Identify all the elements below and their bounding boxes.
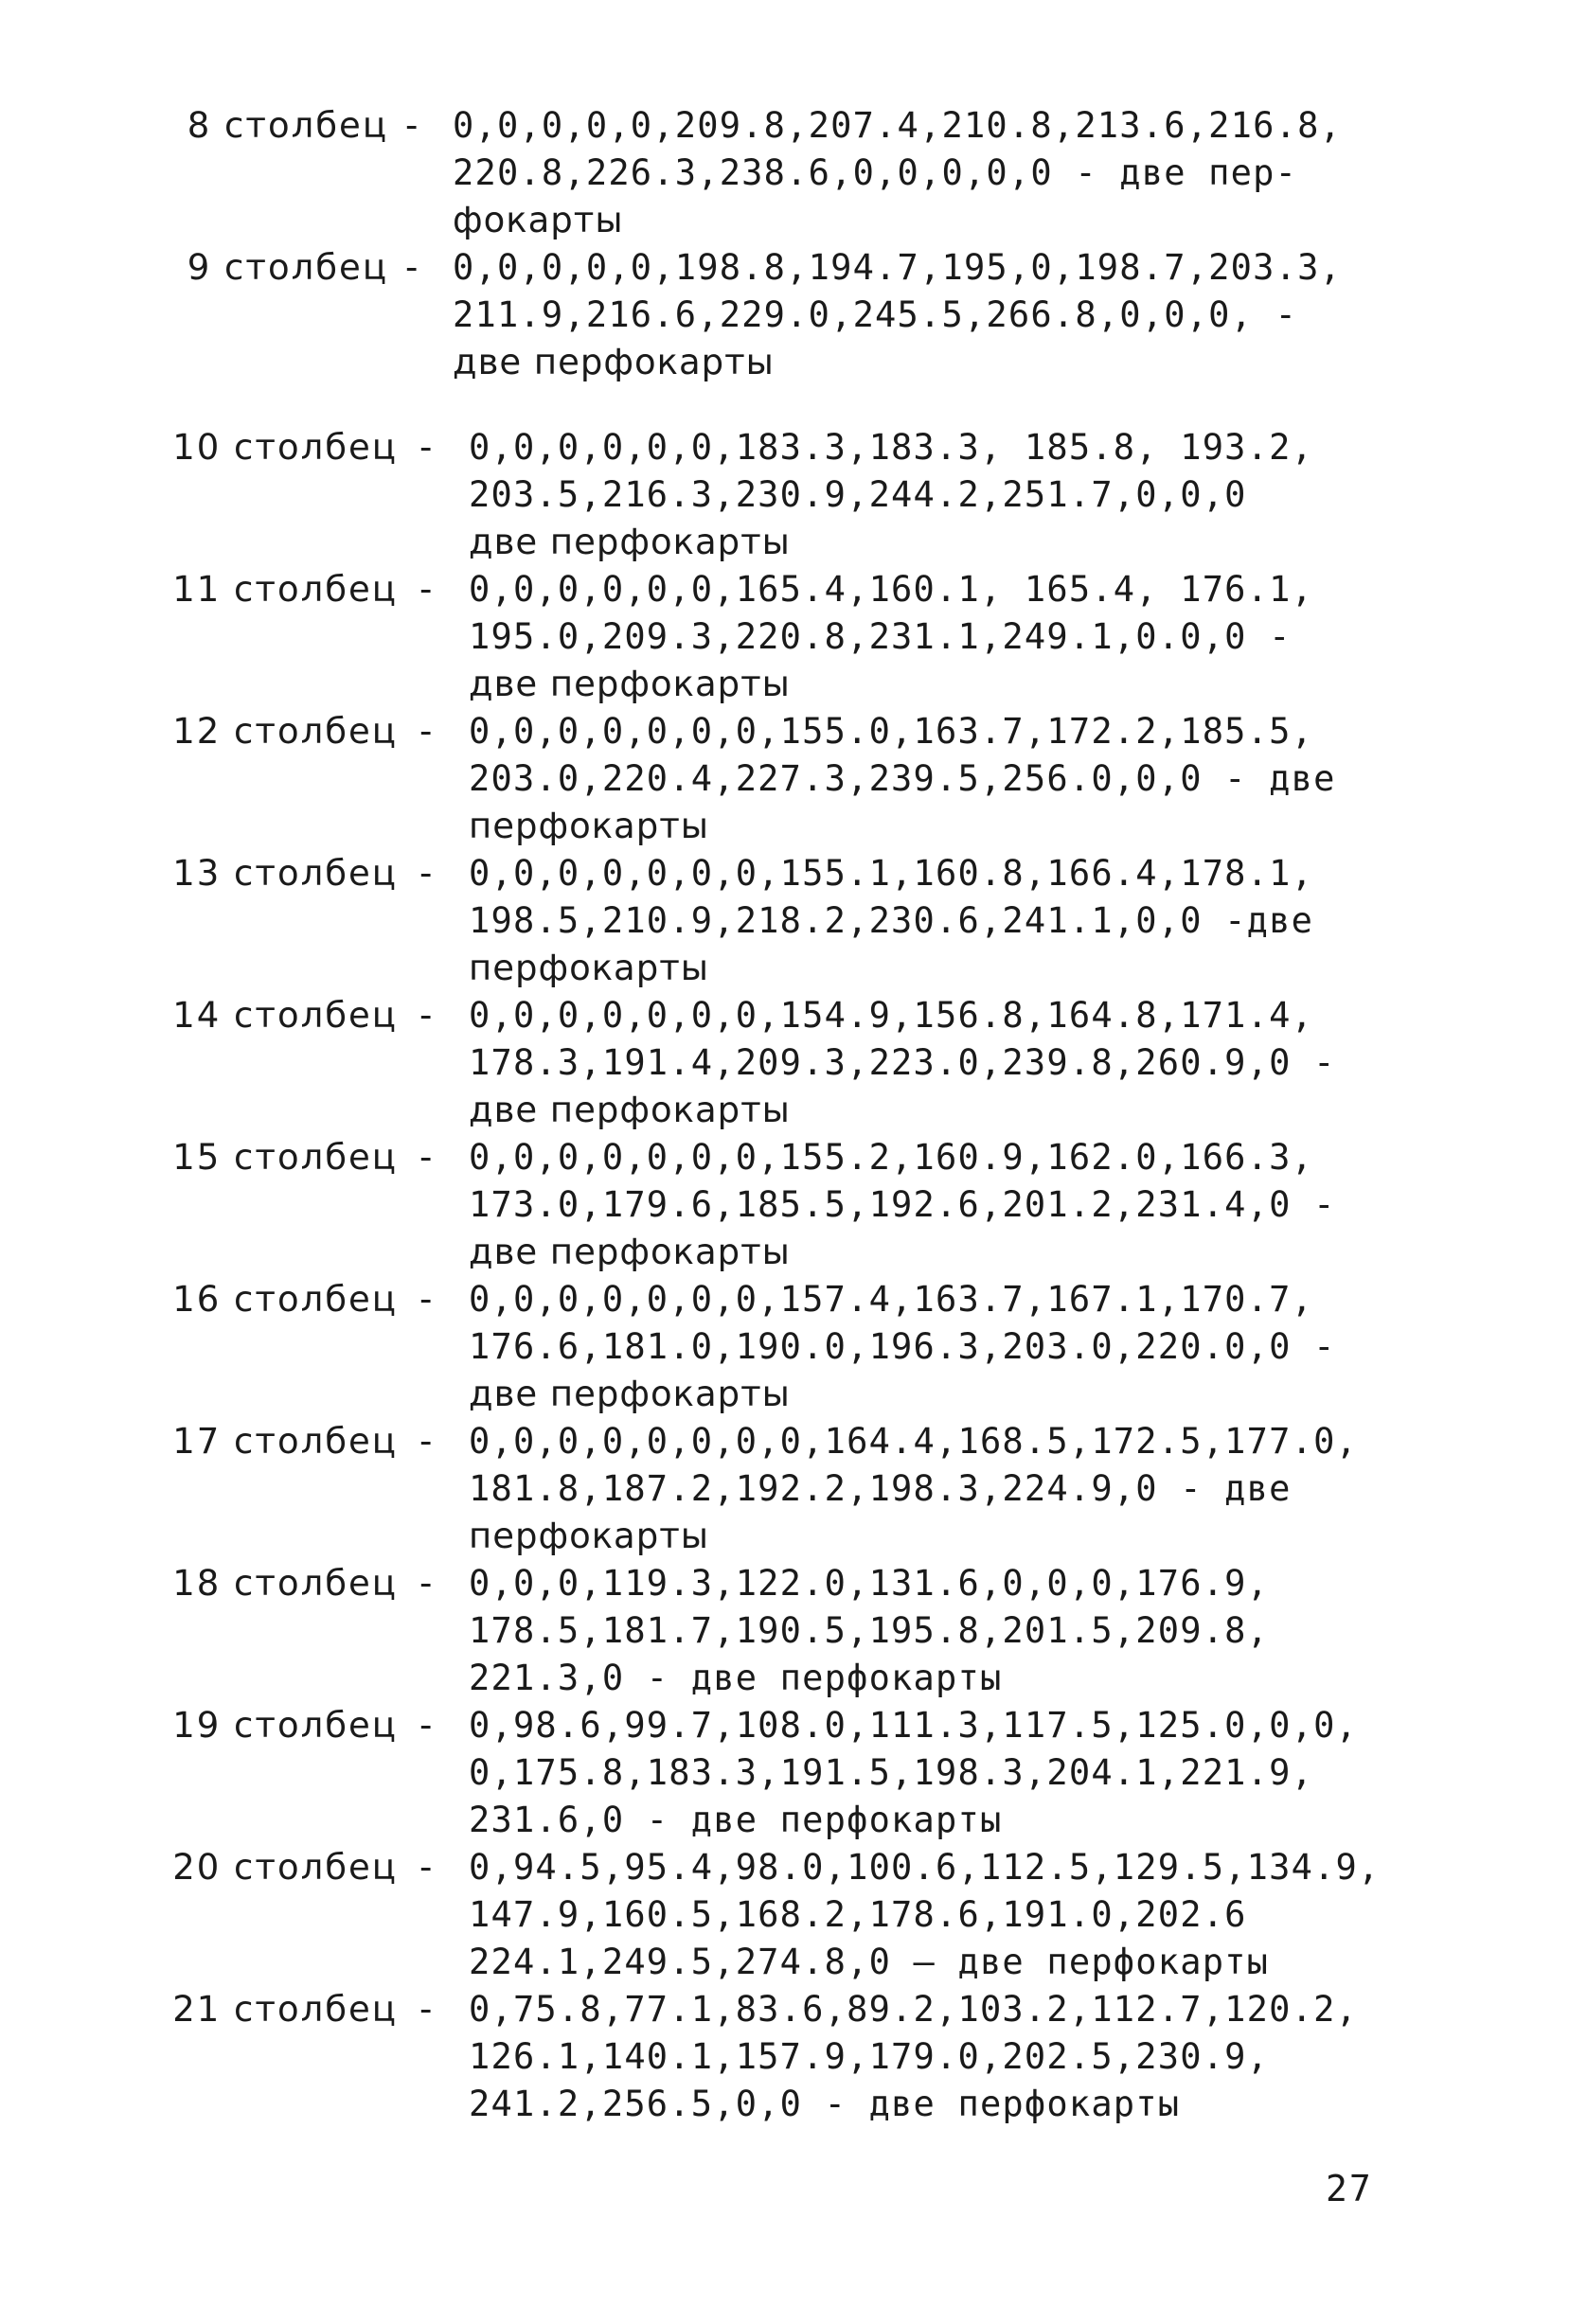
entry-label: 8 столбец <box>187 105 388 146</box>
entry-dash: - <box>405 105 419 146</box>
entry-line: 0,0,0,0,0,0,0,155.1,160.8,166.4,178.1, <box>469 853 1314 894</box>
entry-dash: - <box>419 1989 433 2030</box>
entry-dash: - <box>419 427 433 468</box>
entry-label: 9 столбец <box>187 247 388 288</box>
entry-line: 0,0,0,0,0,0,0,154.9,156.8,164.8,171.4, <box>469 995 1314 1036</box>
entry-line: 224.1,249.5,274.8,0 — две перфокарты <box>469 1942 1270 1982</box>
entry-label: 19 столбец <box>172 1705 398 1746</box>
entry-line: 211.9,216.6,229.0,245.5,266.8,0,0,0, - <box>453 294 1298 335</box>
entry-label: 21 столбец <box>172 1989 398 2030</box>
entry-label: 12 столбец <box>172 711 398 752</box>
entry-values <box>469 1276 1558 1418</box>
entry-dash: - <box>419 1563 433 1604</box>
entry-dash: - <box>419 1847 433 1888</box>
entry-dash: - <box>419 569 433 610</box>
entry-values <box>469 1560 1558 1702</box>
entry-line: две перфокарты <box>453 342 775 382</box>
entry-line: 173.0,179.6,185.5,192.6,201.2,231.4,0 - <box>469 1184 1336 1225</box>
entry-line: 0,0,0,0,0,0,183.3,183.3, 185.8, 193.2, <box>469 427 1314 468</box>
entry-line: 0,0,0,0,0,0,0,155.0,163.7,172.2,185.5, <box>469 711 1314 752</box>
entry-label: 18 столбец <box>172 1563 398 1604</box>
entry-line: 0,98.6,99.7,108.0,111.3,117.5,125.0,0,0, <box>469 1705 1359 1746</box>
entry-line: 181.8,187.2,192.2,198.3,224.9,0 - две <box>469 1468 1292 1509</box>
entry-line: перфокарты <box>469 1516 709 1556</box>
entry-dash: - <box>405 247 419 288</box>
entry-line: фокарты <box>453 200 624 240</box>
entry-line: перфокарты <box>469 948 709 988</box>
entry-line: 241.2,256.5,0,0 - две перфокарты <box>469 2084 1181 2124</box>
entry-line: 176.6,181.0,190.0,196.3,203.0,220.0,0 - <box>469 1326 1336 1367</box>
entry-values <box>469 566 1558 708</box>
entry-line: 0,0,0,119.3,122.0,131.6,0,0,0,176.9, <box>469 1563 1270 1604</box>
entry-values <box>453 102 1542 244</box>
entry-values <box>469 424 1558 566</box>
entry-line: 147.9,160.5,168.2,178.6,191.0,202.6 <box>469 1894 1247 1935</box>
entry-line: 221.3,0 - две перфокарты <box>469 1658 1003 1698</box>
entry-line: 126.1,140.1,157.9,179.0,202.5,230.9, <box>469 2036 1270 2077</box>
entry-line: 0,94.5,95.4,98.0,100.6,112.5,129.5,134.9, <box>469 1847 1381 1888</box>
entry-line: 231.6,0 - две перфокарты <box>469 1800 1003 1840</box>
entry-values <box>469 1702 1558 1844</box>
entry-label: 20 столбец <box>172 1847 398 1888</box>
entry-label: 14 столбец <box>172 995 398 1036</box>
entry-values <box>469 1134 1558 1276</box>
entry-dash: - <box>419 1705 433 1746</box>
entry-label: 15 столбец <box>172 1137 398 1178</box>
entry-line: 195.0,209.3,220.8,231.1,249.1,0.0,0 - <box>469 616 1292 657</box>
entry-values <box>453 244 1542 386</box>
entry-line: 178.5,181.7,190.5,195.8,201.5,209.8, <box>469 1610 1270 1651</box>
entry-line: 0,175.8,183.3,191.5,198.3,204.1,221.9, <box>469 1752 1314 1793</box>
entry-dash: - <box>419 1279 433 1320</box>
entry-line: 0,0,0,0,0,0,0,157.4,163.7,167.1,170.7, <box>469 1279 1314 1320</box>
entry-line: две перфокарты <box>469 1374 791 1414</box>
entry-values <box>469 992 1558 1134</box>
entry-line: две перфокарты <box>469 664 791 704</box>
page-number: 27 <box>1326 2168 1373 2209</box>
entry-values <box>469 1418 1558 1560</box>
entry-line: две перфокарты <box>469 1090 791 1130</box>
entry-line: 0,0,0,0,0,209.8,207.4,210.8,213.6,216.8, <box>453 105 1343 146</box>
entry-line: 198.5,210.9,218.2,230.6,241.1,0,0 -две <box>469 900 1314 941</box>
entry-line: 0,0,0,0,0,0,165.4,160.1, 165.4, 176.1, <box>469 569 1314 610</box>
entry-dash: - <box>419 1137 433 1178</box>
entry-line: 0,0,0,0,0,0,0,155.2,160.9,162.0,166.3, <box>469 1137 1314 1178</box>
entry-values <box>469 708 1558 850</box>
entry-line: 0,0,0,0,0,198.8,194.7,195,0,198.7,203.3, <box>453 247 1343 288</box>
entry-line: 0,75.8,77.1,83.6,89.2,103.2,112.7,120.2, <box>469 1989 1359 2030</box>
entry-line: 178.3,191.4,209.3,223.0,239.8,260.9,0 - <box>469 1042 1336 1083</box>
entry-line: две перфокарты <box>469 522 791 562</box>
entry-values <box>469 850 1558 992</box>
entry-label: 16 столбец <box>172 1279 398 1320</box>
entry-line: 203.0,220.4,227.3,239.5,256.0,0,0 - две <box>469 758 1336 799</box>
entry-line: две перфокарты <box>469 1232 791 1272</box>
entry-dash: - <box>419 711 433 752</box>
entry-line: перфокарты <box>469 806 709 846</box>
entry-values <box>469 1986 1558 2128</box>
entry-values <box>469 1844 1558 1986</box>
entry-label: 13 столбец <box>172 853 398 894</box>
entry-label: 11 столбец <box>172 569 398 610</box>
entry-dash: - <box>419 853 433 894</box>
entry-label: 17 столбец <box>172 1421 398 1462</box>
entry-line: 0,0,0,0,0,0,0,0,164.4,168.5,172.5,177.0, <box>469 1421 1359 1462</box>
entry-dash: - <box>419 995 433 1036</box>
entry-label: 10 столбец <box>172 427 398 468</box>
entry-line: 203.5,216.3,230.9,244.2,251.7,0,0,0 <box>469 474 1247 515</box>
entry-line: 220.8,226.3,238.6,0,0,0,0,0 - две пер- <box>453 152 1298 193</box>
entry-dash: - <box>419 1421 433 1462</box>
